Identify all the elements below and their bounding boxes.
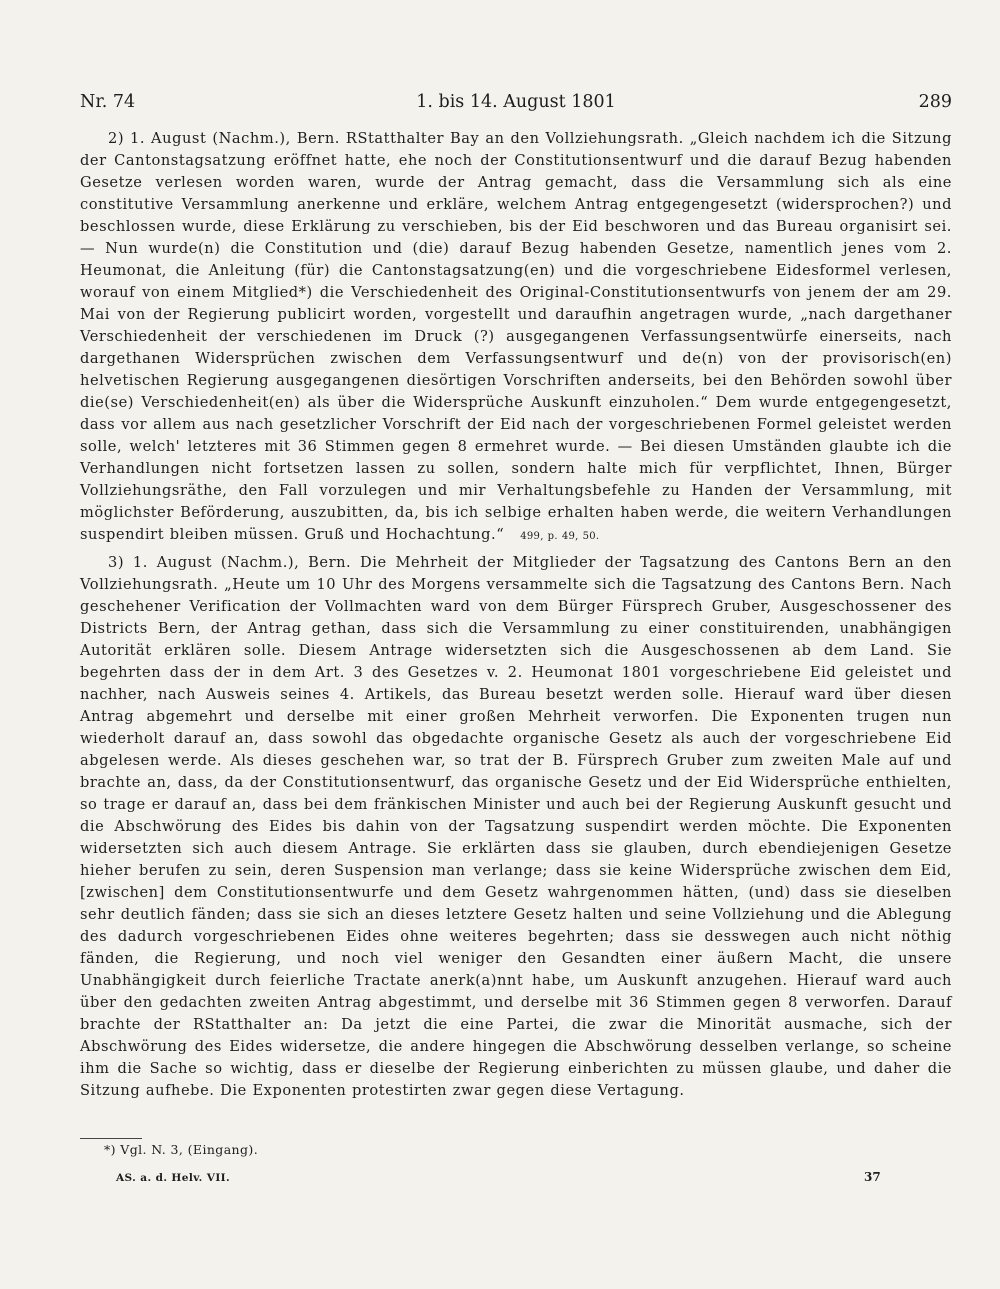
page-number: 289: [918, 92, 952, 112]
paragraph-3: [80, 552, 952, 1102]
footnote-divider: [80, 1138, 142, 1139]
footnote: *) Vgl. N. 3, (Eingang).: [104, 1142, 259, 1157]
date-range-title: 1. bis 14. August 1801: [416, 92, 616, 112]
document-number: Nr. 74: [80, 92, 136, 112]
source-reference: 499, p. 49, 50.: [520, 531, 600, 542]
footer-source: AS. a. d. Helv. VII.: [116, 1172, 231, 1184]
page-header: [80, 92, 952, 120]
paragraph-3-text: 3) 1. August (Nachm.), Bern. Die Mehrheit der Mitglieder der Tagsatzung des Cantons Bern an den Vollziehungsrath. „Heute um 10 Uhr des Morgens versammelte sich die Tagsatzung des Cantons Bern. Nach geschehener Verification der Vollmachten ward von dem Bürger Fürsprech Gruber, Ausgeschossener des Districts Bern, der Antrag gethan, dass sich die Versammlung zu einer constituirenden, unabhängigen Autorität erklären solle. Diesem Antrage widersetzten sich die Ausgeschossenen ab dem Land. Sie begehrten dass der in dem Art. 3 des Gesetzes v. 2. Heumonat 1801 vorgeschriebene Eid geleistet und nachher, nach Ausweis seines 4. Artikels, das Bureau besetzt werden solle. Hierauf ward über diesen Antrag abgemehrt und derselbe mit einer großen Mehrheit verworfen. Die Exponenten trugen nun wiederholt darauf an, dass sowohl das obgedachte organische Gesetz als auch der vorgeschriebene Eid abgelesen werde. Als dieses geschehen war, so trat der B. Fürsprech Gruber zum zweiten Male auf und brachte an, dass, da der Constitutionsentwurf, das organische Gesetz und der Eid Widersprüche enthielten, so trage er darauf an, dass bei dem fränkischen Minister und auch bei der Regierung Auskunft gesucht und die Abschwörung des Eides bis dahin von der Tagsatzung suspendirt werden möchte. Die Exponenten widersetzten sich auch diesem Antrage. Sie erklärten dass sie glauben, durch ebendiejenigen Gesetze hieher berufen zu sein, deren Suspension man verlange; dass sie keine Widersprüche zwischen dem Eid, [zwischen] dem Constitutionsentwurfe und dem Gesetz wahrgenommen hätten, (und) dass sie dieselben sehr deutlich fänden; dass sie sich an dieses letztere Gesetz halten und seine Vollziehung und die Ablegung des dadurch vorgeschriebenen Eides ohne weiteres begehrten; dass sie desswegen auch nicht nöthig fänden, die Regierung, und noch viel weniger den Gesandten einer äußern Macht, die unsere Unabhängigkeit durch feierliche Tractate anerk(a)nnt habe, um Auskunft anzugehen. Hierauf ward auch über den gedachten zweiten Antrag abgestimmt, und derselbe mit 36 Stimmen gegen 8 verworfen. Darauf brachte der RStatthalter an: Da jetzt die eine Partei, die zwar die Minorität ausmache, sich der Abschwörung des Eides widersetze, die andere hingegen die Abschwörung desselben verlange, so scheine ihm die Sache so wichtig, dass er dieselbe der Regierung einberichten zu müssen glaube, und daher die Sitzung aufhebe. Die Exponenten protestirten zwar gegen diese Vertagung.: [80, 554, 952, 1099]
body-text: [80, 128, 952, 1106]
signature-number: 37: [864, 1170, 881, 1184]
paragraph-2: [80, 128, 952, 548]
paragraph-2-text: 2) 1. August (Nachm.), Bern. RStatthalter Bay an den Vollziehungsrath. „Gleich nachdem ich die Sitzung der Cantonstagsatzung eröffnet hatte, ehe noch der Constitutionsentwurf und die darauf Bezug habenden Gesetze verlesen worden waren, wurde der Antrag gemacht, dass die Versammlung sich als eine constitutive Versammlung anerkenne und erkläre, welchem Antrag entgegengesetzt (widersprochen?) und beschlossen wurde, diese Erklärung zu verschieben, bis der Eid beschworen und das Bureau organisirt sei. — Nun wurde(n) die Constitution und (die) darauf Bezug habenden Gesetze, namentlich jenes vom 2. Heumonat, die Anleitung (für) die Cantonstagsatzung(en) und die vorgeschriebene Eidesformel verlesen, worauf von einem Mitglied*) die Verschiedenheit des Original-Constitutionsentwurfs von jenem der am 29. Mai von der Regierung publicirt worden, vorgestellt und daraufhin angetragen wurde, „nach dargethaner Verschiedenheit der verschiedenen im Druck (?) ausgegangenen Verfassungsentwürfe einerseits, nach dargethanen Widersprüchen zwischen dem Verfassungsentwurf und de(n) von der provisorisch(en) helvetischen Regierung ausgegangenen diesörtigen Vorschriften anderseits, bei den Behörden sowohl über die(se) Verschiedenheit(en) als über die Widersprüche Auskunft einzuholen.“ Dem wurde entgegengesetzt, dass vor allem aus nach gesetzlicher Vorschrift der Eid nach der vorgeschriebenen Formel geleistet werden solle, welch' letzteres mit 36 Stimmen gegen 8 ermehret wurde. — Bei diesen Umständen glaubte ich die Verhandlungen nicht fortsetzen lassen zu sollen, sondern halte mich für verpflichtet, Ihnen, Bürger Vollziehungsräthe, den Fall vorzulegen und mir Verhaltungsbefehle zu Handen der Versammlung, mit möglichster Beförderung, auszubitten, da, bis ich selbige erhalten haben werde, die weitern Verhandlungen suspendirt bleiben müssen. Gruß und Hochachtung.“: [80, 130, 952, 543]
